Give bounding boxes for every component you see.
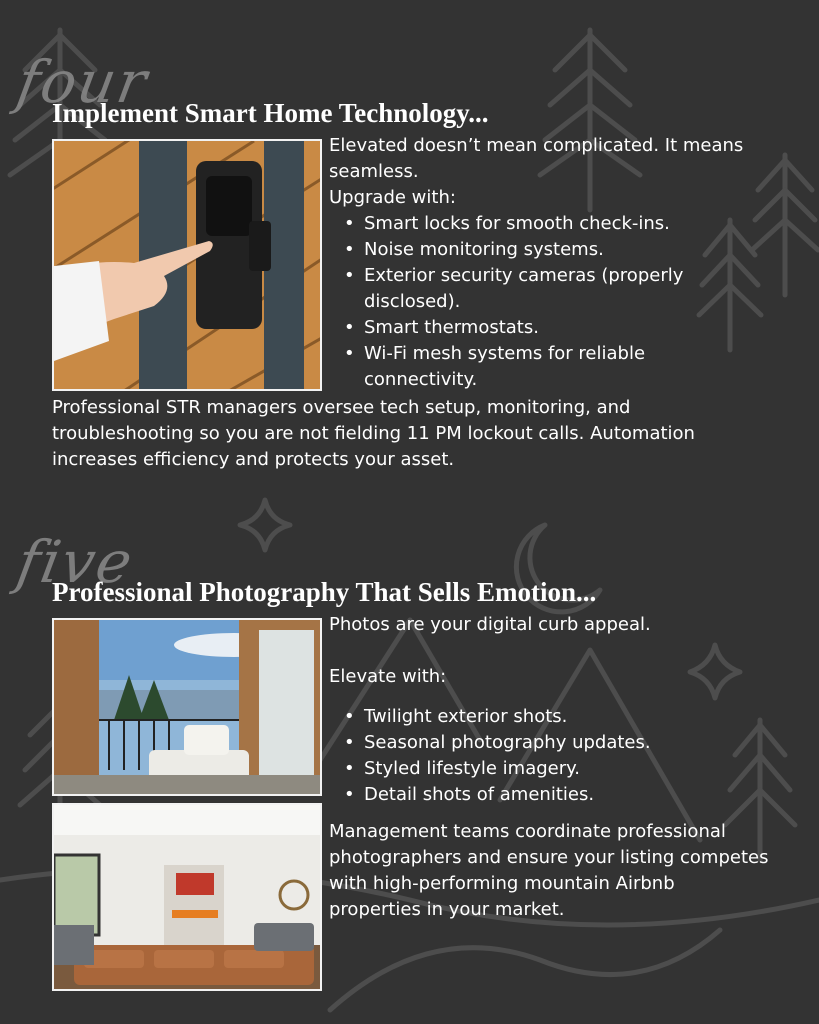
section-number-script: five [12,528,140,596]
bullet-list [329,211,789,393]
section-heading: Implement Smart Home Technology... [52,98,489,128]
list-item: • Exterior security cameras (properly disclosed). [364,263,724,315]
section-number-script: four [12,48,154,116]
bullet-list [329,704,769,808]
list-item: • Twilight exterior shots. [364,704,769,730]
living-room-photo [52,803,322,991]
section-heading: Professional Photography That Sells Emotion... [52,577,597,607]
section-text [329,133,789,393]
list-item: • Wi-Fi mesh systems for reliable connectivity. [364,341,724,393]
list-item: • Seasonal photography updates. [364,730,769,756]
balcony-view-photo [52,618,322,796]
list-item: • Smart thermostats. [364,315,789,341]
section-text [329,612,769,808]
list-item: • Smart locks for smooth check-ins. [364,211,789,237]
sparkle-icon [240,500,290,550]
intro-text: Photos are your digital curb appeal. [329,614,651,635]
list-item: • Noise monitoring systems. [364,237,789,263]
hill-line [330,930,720,1010]
list-item: • Detail shots of amenities. [364,782,769,808]
spacer [329,690,769,704]
closing-paragraph: Professional STR managers oversee tech setup, monitoring, and troubleshooting so you are not fielding 11 PM lockout calls. Automation increases efficiency and protects your asset. [52,397,695,470]
intro-text: Elevated doesn’t mean complicated. It means seamless. [329,135,744,182]
closing-paragraph: Management teams coordinate professional photographers and ensure your listing competes with high-performing mountain Airbnb properties in your market. [329,821,769,920]
smart-lock-photo [52,139,322,391]
intro-text: Elevate with: [329,666,447,687]
list-item: • Styled lifestyle imagery. [364,756,769,782]
spacer [329,638,769,664]
intro-text: Upgrade with: [329,187,456,208]
